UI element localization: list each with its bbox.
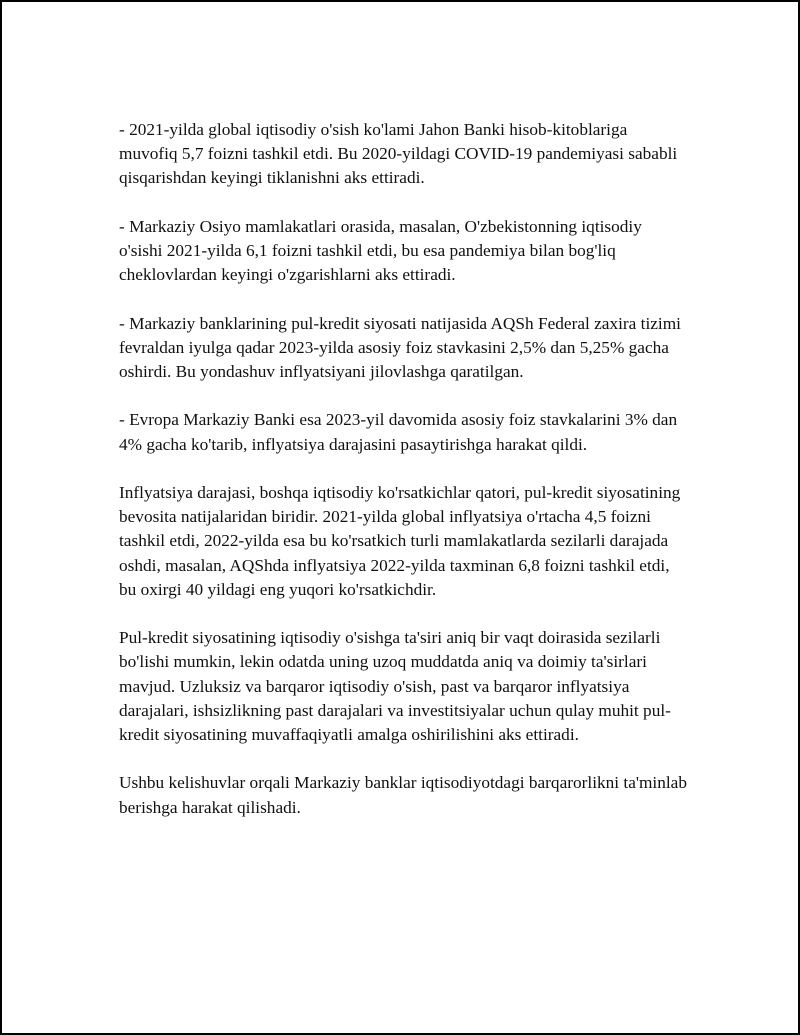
paragraph-us-fed-rates: - Markaziy banklarining pul-kredit siyosati natijasida AQSh Federal zaxira tizimi fevraldan iyulga qadar 2023-yilda asosiy foiz stavkasini 2,5% dan 5,25% gacha oshirdi. Bu yondashuv inflyatsiyani jilovlashga qaratilgan. [119, 313, 681, 381]
document-body [119, 118, 689, 844]
paragraph-global-growth: - 2021-yilda global iqtisodiy o'sish ko'lami Jahon Banki hisob-kitoblariga muvofiq 5,7 foizni tashkil etdi. Bu 2020-yildagi COVID-19 pandemiyasi sababli qisqarishdan keyingi tiklanishni aks ettiradi. [119, 120, 678, 188]
paragraph-policy-impact: Pul-kredit siyosatining iqtisodiy o'sishga ta'siri aniq bir vaqt doirasida sezilarli bo'lishi mumkin, lekin odatda uning uzoq muddatda aniq va doimiy ta'sirlari mavjud. Uzluksiz va barqaror iqtisodiy o'sish, past va barqaror inflyatsiya darajalari, ishsizlikning past darajalari va investitsiyalar uchun qulay muhit pul-kredit siyosatining muvaffaqiyatli amalga oshirilishini aks ettiradi. [119, 628, 671, 744]
paragraph-conclusion: Ushbu kelishuvlar orqali Markaziy banklar iqtisodiyotdagi barqarorlikni ta'minlab berishga harakat qilishadi. [119, 773, 687, 817]
paragraph-inflation: Inflyatsiya darajasi, boshqa iqtisodiy ko'rsatkichlar qatori, pul-kredit siyosatining bevosita natijalaridan biridir. 2021-yilda global inflyatsiya o'rtacha 4,5 foizni tashkil etdi, 2022-yilda esa bu ko'rsatkich turli mamlakatlarda sezilarli darajada oshdi, masalan, AQShda inflyatsiya 2022-yilda taxminan 6,8 foizni tashkil etdi, bu oxirgi 40 yildagi eng yuqori ko'rsatkichdir. [119, 482, 681, 599]
paragraph-central-asia-growth: - Markaziy Osiyo mamlakatlari orasida, masalan, O'zbekistonning iqtisodiy o'sishi 2021-yilda 6,1 foizni tashkil etdi, bu esa pandemiya bilan bog'liq cheklovlardan keyingi o'zgarishlarni aks ettiradi. [119, 216, 642, 285]
paragraph-ecb-rates: - Evropa Markaziy Banki esa 2023-yil davomida asosiy foiz stavkalarini 3% dan 4% gacha ko'tarib, inflyatsiya darajasini pasaytirishga harakat qildi. [119, 410, 678, 454]
